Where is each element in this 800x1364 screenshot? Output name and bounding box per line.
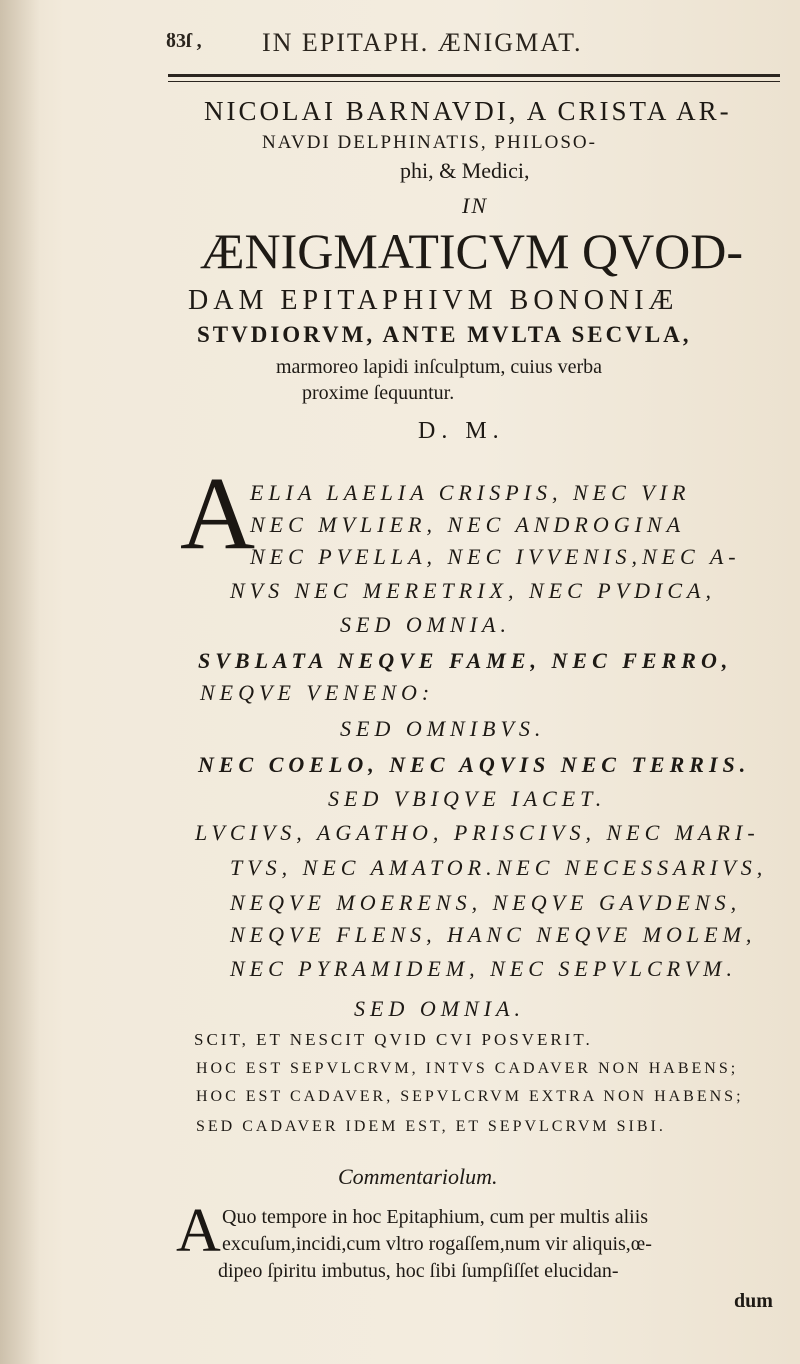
- epitaph-line: NEC PVELLA, NEC IVVENIS,NEC A-: [250, 544, 741, 569]
- epitaph-line: SVBLATA NEQVE FAME, NEC FERRO,: [198, 648, 733, 673]
- commentary-line: excuſum,incidi,cum vltro rogaſſem,num vir aliquis,œ-: [222, 1233, 652, 1255]
- binding-shadow: [0, 0, 40, 1364]
- page-number: ȣ3ſ ,: [166, 30, 202, 52]
- title-line-5: ÆNIGMATICVM QVOD-: [200, 223, 744, 279]
- inscription-line: HOC EST SEPVLCRVM, INTVS CADAVER NON HABENS;: [196, 1060, 739, 1077]
- commentary-line: dipeo ſpiritu imbutus, hoc ſibi ſumpſiſſet elucidan-: [218, 1260, 619, 1282]
- epitaph-line: LVCIVS, AGATHO, PRISCIVS, NEC MARI-: [195, 820, 760, 845]
- epitaph-line: SED OMNIA.: [340, 612, 511, 637]
- epitaph-line: ELIA LAELIA CRISPIS, NEC VIR: [250, 480, 691, 505]
- title-line-4: IN: [462, 193, 488, 218]
- inscription-line: HOC EST CADAVER, SEPVLCRVM EXTRA NON HABENS;: [196, 1088, 744, 1105]
- epitaph-line: NEQVE FLENS, HANC NEQVE MOLEM,: [230, 922, 757, 947]
- catchword: dum: [734, 1290, 773, 1312]
- title-line-7: STVDIORVM, ANTE MVLTA SECVLA,: [197, 322, 692, 347]
- epitaph-dropcap: A: [180, 456, 256, 571]
- title-line-3: phi, & Medici,: [400, 158, 530, 183]
- section-heading: Commentariolum.: [338, 1164, 498, 1189]
- epitaph-line: NVS NEC MERETRIX, NEC PVDICA,: [230, 578, 716, 603]
- epitaph-line: SED VBIQVE IACET.: [328, 786, 607, 811]
- epitaph-line: SED OMNIA.: [354, 996, 525, 1021]
- inscription-line: SED CADAVER IDEM EST, ET SEPVLCRVM SIBI.: [196, 1118, 666, 1135]
- commentary-line: Quo tempore in hoc Epitaphium, cum per multis aliis: [222, 1206, 649, 1228]
- title-line-1: NICOLAI BARNAVDI, A CRISTA AR-: [204, 96, 732, 126]
- epitaph-line: SED OMNIBVS.: [340, 716, 546, 741]
- title-line-2: NAVDI DELPHINATIS, PHILOSO-: [262, 132, 597, 153]
- epitaph-line: NEQVE MOERENS, NEQVE GAVDENS,: [230, 890, 742, 915]
- title-line-6: DAM EPITAPHIVM BONONIÆ: [188, 285, 679, 316]
- epitaph-line: NEQVE VENENO:: [200, 680, 435, 705]
- commentary-dropcap: A: [176, 1197, 221, 1265]
- epitaph-line: NEC MVLIER, NEC ANDROGINA: [250, 512, 686, 537]
- running-head: IN EPITAPH. ÆNIGMAT.: [262, 28, 583, 57]
- inscription-line: SCIT, ET NESCIT QVID CVI POSVERIT.: [194, 1030, 593, 1049]
- epitaph-line: TVS, NEC AMATOR.NEC NECESSARIVS,: [230, 855, 768, 880]
- epitaph-line: NEC PYRAMIDEM, NEC SEPVLCRVM.: [230, 956, 737, 981]
- title-line-8: marmoreo lapidi inſculptum, cuius verba: [276, 356, 603, 378]
- dis-manibus: D. M.: [418, 418, 505, 444]
- title-line-9: proxime ſequuntur.: [302, 382, 455, 404]
- header-rule: [168, 74, 780, 82]
- epitaph-line: NEC COELO, NEC AQVIS NEC TERRIS.: [198, 752, 751, 777]
